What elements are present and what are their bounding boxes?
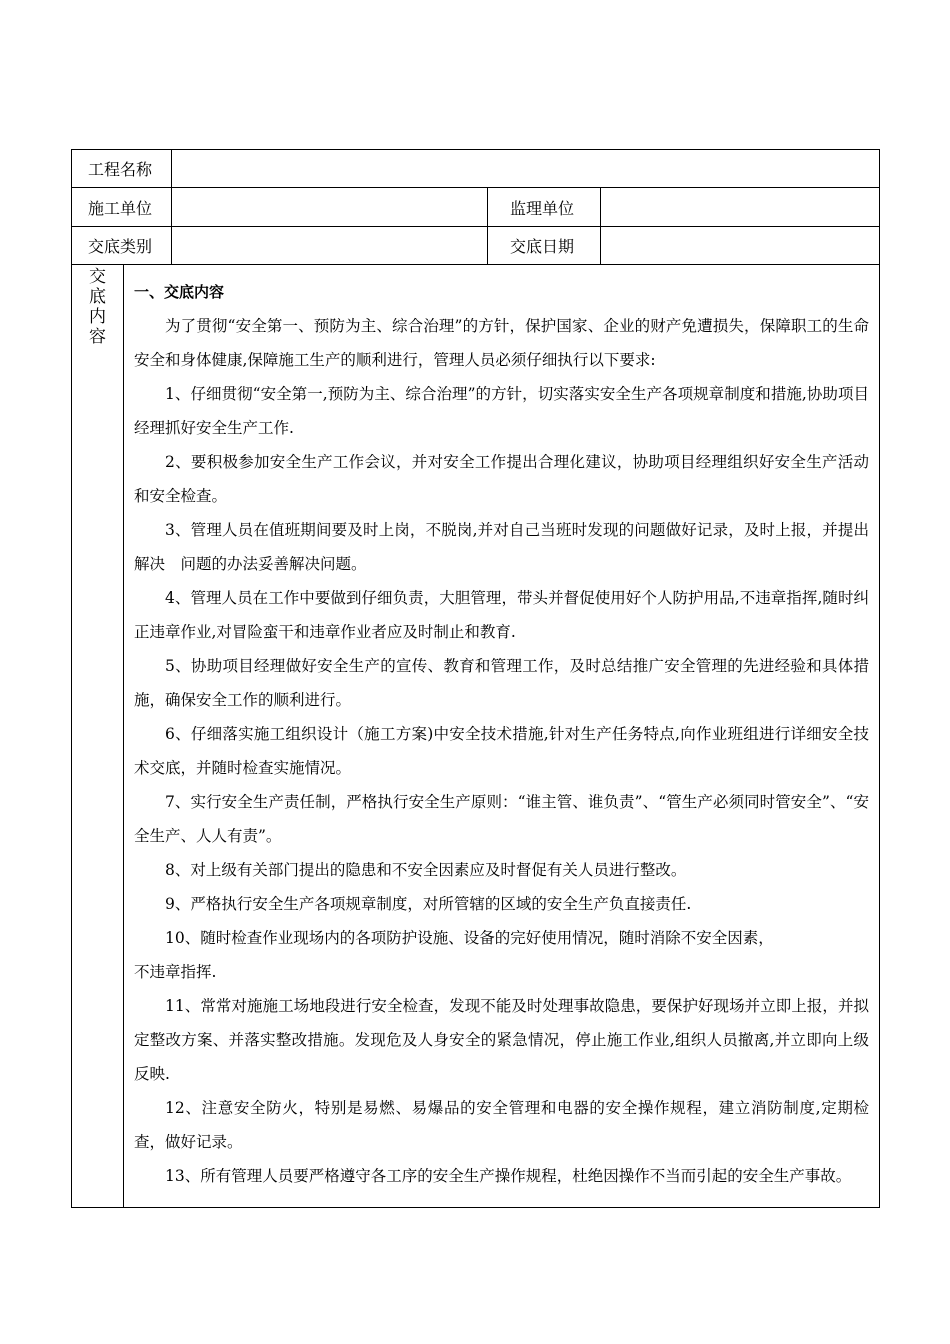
briefing-type-label: 交底类别	[72, 227, 172, 265]
content-paragraph: 2、要积极参加安全生产工作会议，并对安全工作提出合理化建议，协助项目经理组织好安全生产活动和安全检查。	[134, 453, 870, 505]
content-paragraph: 8、对上级有关部门提出的隐患和不安全因素应及时督促有关人员进行整改。	[165, 861, 687, 879]
content-paragraph-continuation: 不违章指挥.	[134, 963, 217, 981]
contractor-value[interactable]	[172, 188, 488, 227]
content-paragraph: 为了贯彻“安全第一、预防为主、综合治理”的方针，保护国家、企业的财产免遭损失，保障职工的生命安全和身体健康,保障施工生产的顺利进行，管理人员必须仔细执行以下要求:	[134, 317, 870, 369]
supervisor-label: 监理单位	[488, 188, 601, 227]
briefing-type-value[interactable]	[172, 227, 488, 265]
content-body	[124, 265, 879, 1207]
content-row	[72, 265, 880, 1208]
side-label-char: 交	[89, 267, 106, 287]
side-label-char: 内	[89, 307, 106, 327]
content-paragraph: 6、仔细落实施工组织设计（施工方案)中安全技术措施,针对生产任务特点,向作业班组进行详细安全技术交底，并随时检查实施情况。	[134, 725, 870, 777]
content-paragraph: 4、管理人员在工作中要做到仔细负责，大胆管理，带头并督促使用好个人防护用品,不违章指挥,随时纠正违章作业,对冒险蛮干和违章作业者应及时制止和教育.	[134, 589, 870, 641]
supervisor-value[interactable]	[601, 188, 880, 227]
content-body-cell	[124, 265, 880, 1208]
side-label-char: 容	[89, 327, 106, 347]
content-paragraph: 11、常常对施施工场地段进行安全检查，发现不能及时处理事故隐患，要保护好现场并立即上报，并拟定整改方案、并落实整改措施。发现危及人身安全的紧急情况，停止施工作业,组织人员撤离,并立即向上级反映.	[134, 997, 870, 1083]
project-name-label: 工程名称	[72, 150, 172, 188]
contractor-row	[72, 188, 880, 227]
content-paragraph: 1、仔细贯彻“安全第一,预防为主、综合治理”的方针，切实落实安全生产各项规章制度和措施,协助项目经理抓好安全生产工作.	[134, 385, 870, 437]
briefing-type-row	[72, 227, 880, 265]
content-paragraph: 10、随时检查作业现场内的各项防护设施、设备的完好使用情况，随时消除不安全因素，	[165, 929, 774, 947]
content-paragraph: 5、协助项目经理做好安全生产的宣传、教育和管理工作，及时总结推广安全管理的先进经验和具体措施，确保安全工作的顺利进行。	[134, 657, 870, 709]
content-side-label-cell	[72, 265, 124, 1208]
safety-briefing-form	[71, 149, 880, 1208]
content-paragraph: 12、注意安全防火，特别是易燃、易爆品的安全管理和电器的安全操作规程，建立消防制度,定期检查，做好记录。	[134, 1099, 870, 1151]
briefing-date-value[interactable]	[601, 227, 880, 265]
briefing-date-label: 交底日期	[488, 227, 601, 265]
content-paragraph: 9、严格执行安全生产各项规章制度，对所管辖的区域的安全生产负直接责任.	[165, 895, 692, 913]
content-paragraph: 3、管理人员在值班期间要及时上岗，不脱岗,并对自己当班时发现的问题做好记录，及时上报，并提出解决 问题的办法妥善解决问题。	[134, 521, 870, 573]
contractor-label: 施工单位	[72, 188, 172, 227]
content-heading: 一、交底内容	[134, 283, 225, 301]
project-name-value[interactable]	[172, 150, 880, 188]
content-paragraph: 13、所有管理人员要严格遵守各工序的安全生产操作规程，杜绝因操作不当而引起的安全生产事故。	[165, 1167, 852, 1185]
content-side-label	[72, 265, 123, 347]
side-label-char: 底	[89, 287, 106, 307]
content-paragraph: 7、实行安全生产责任制，严格执行安全生产原则：“谁主管、谁负责”、“管生产必须同时管安全”、“安全生产、人人有责”。	[134, 793, 870, 845]
project-name-row	[72, 150, 880, 188]
